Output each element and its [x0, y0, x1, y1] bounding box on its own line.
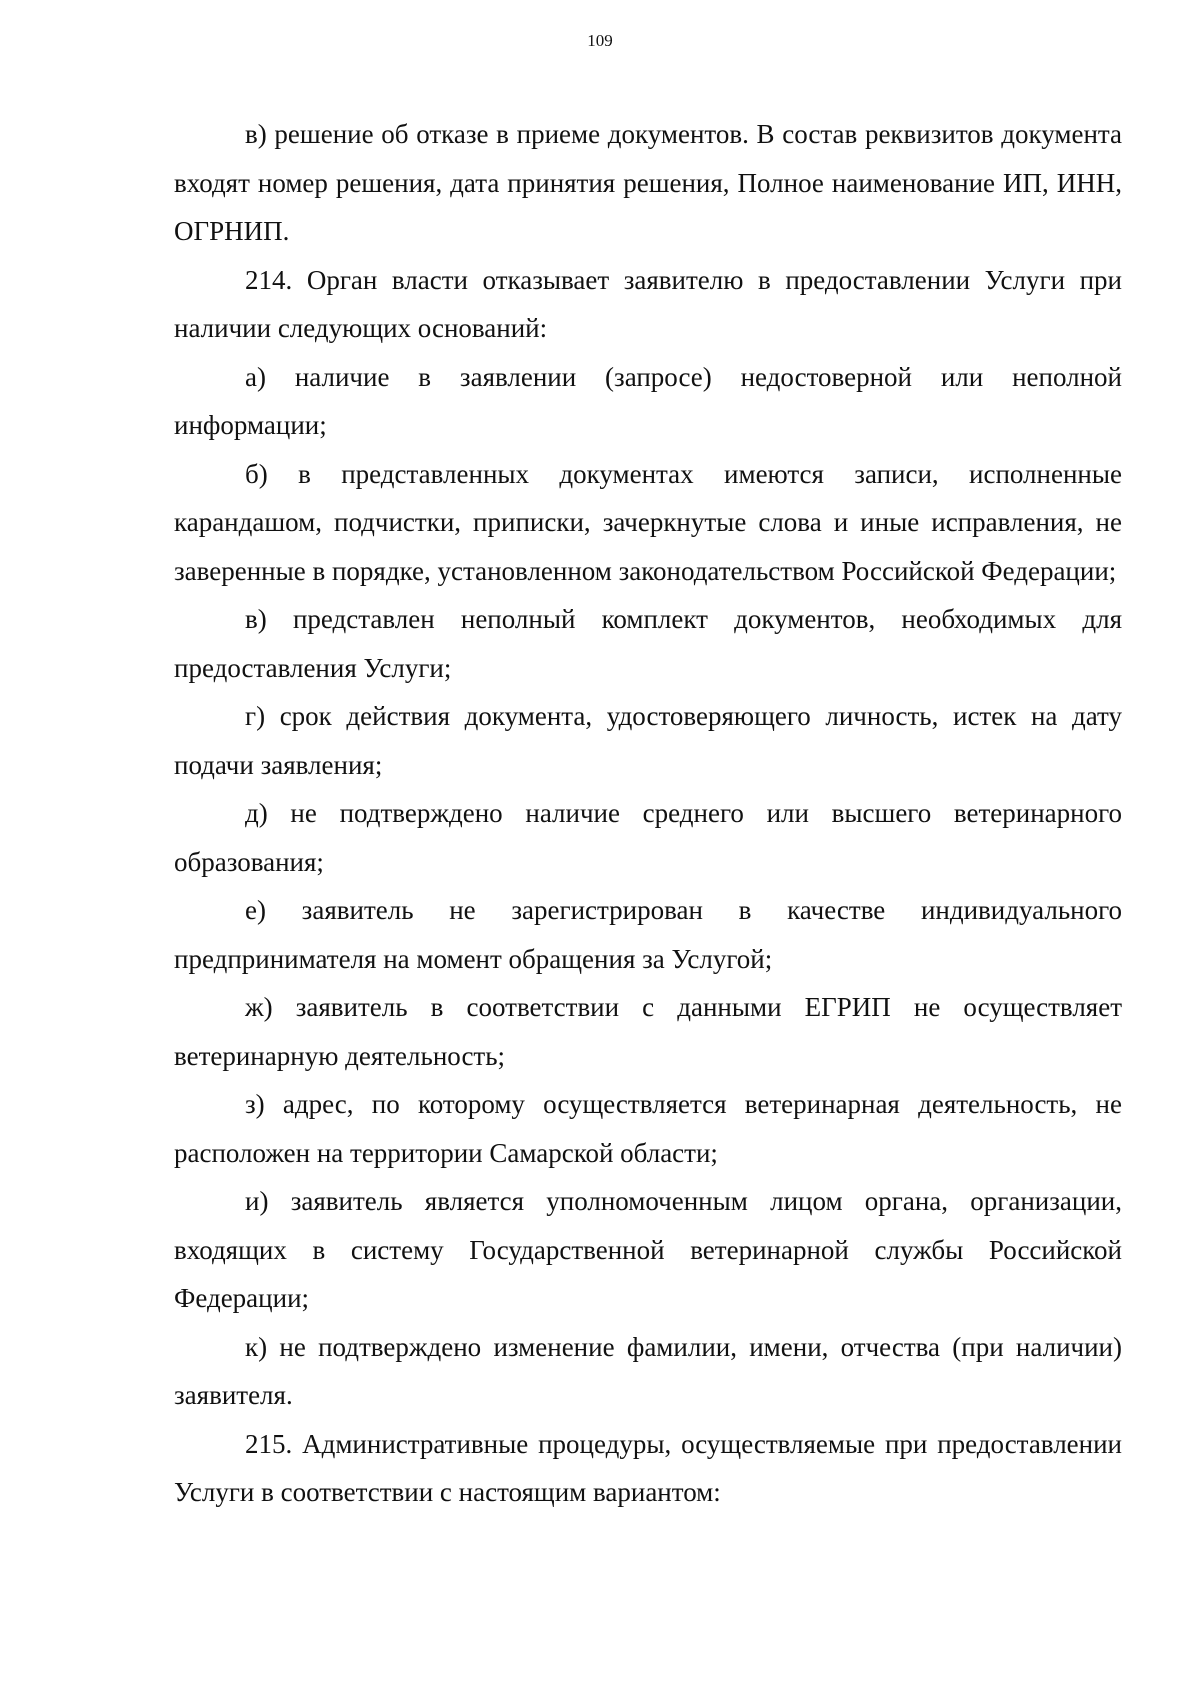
list-item-zh: ж) заявитель в соответствии с данными ЕГРИП не осуществляет ветеринарную деятельность;	[174, 992, 1122, 1071]
list-item-a: а) наличие в заявлении (запросе) недостоверной или неполной информации;	[174, 361, 1122, 440]
paragraph-refusal-decision: в) решение об отказе в приеме документов. В состав реквизитов документа входят номер решения, дата принятия решения, Полное наименование ИП, ИНН, ОГРНИП.	[174, 119, 1122, 246]
list-item-z: з) адрес, по которому осуществляется ветеринарная деятельность, не расположен на территории Самарской области;	[174, 1089, 1122, 1168]
list-item-b: б) в представленных документах имеются записи, исполненные карандашом, подчистки, приписки, зачеркнутые слова и иные исправления, не заверенные в порядке, установленном законодательством Российской Федерации;	[174, 458, 1122, 586]
document-body	[174, 110, 1122, 1517]
list-item-d: д) не подтверждено наличие среднего или высшего ветеринарного образования;	[174, 798, 1122, 877]
list-item-g: г) срок действия документа, удостоверяющего личность, истек на дату подачи заявления;	[174, 701, 1122, 780]
page-number: 109	[587, 31, 613, 50]
paragraph-215: 215. Административные процедуры, осуществляемые при предоставлении Услуги в соответствии с настоящим вариантом:	[174, 1428, 1122, 1507]
paragraph-214: 214. Орган власти отказывает заявителю в предоставлении Услуги при наличии следующих оснований:	[174, 264, 1122, 343]
list-item-k: к) не подтверждено изменение фамилии, имени, отчества (при наличии) заявителя.	[174, 1331, 1122, 1410]
list-item-v: в) представлен неполный комплект документов, необходимых для предоставления Услуги;	[174, 604, 1122, 683]
list-item-i: и) заявитель является уполномоченным лицом органа, организации, входящих в систему Государственной ветеринарной службы Российской Федерации;	[174, 1186, 1122, 1313]
list-item-e: е) заявитель не зарегистрирован в качестве индивидуального предпринимателя на момент обращения за Услугой;	[174, 895, 1122, 974]
